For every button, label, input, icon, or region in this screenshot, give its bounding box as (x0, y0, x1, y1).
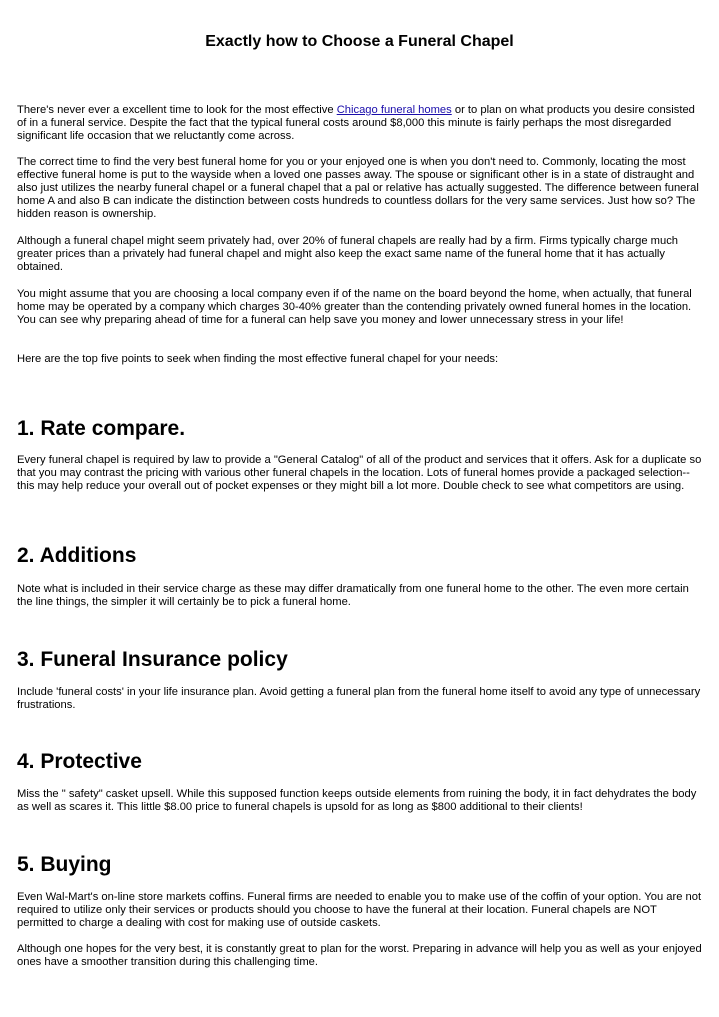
section-heading: 4. Protective (17, 750, 142, 773)
body-paragraph: Although a funeral chapel might seem privately had, over 20% of funeral chapels are really had by a firm. Firms typically charge much greater prices than a privately had funeral chapel and might also keep the exact same name of the funeral home that it has actually obtained. (17, 235, 679, 274)
page-title: Exactly how to Choose a Funeral Chapel (205, 33, 514, 50)
section-paragraph: Miss the " safety" casket upsell. While this supposed function keeps outside elements from ruining the body, it in fact dehydrates the body as well as scares it. This little $8.00 price to funeral chapels is upsold for as long as $800 additional to their clients! (17, 788, 697, 814)
body-paragraph: The correct time to find the very best funeral home for you or your enjoyed one is when you don't need to. Commonly, locating the most effective funeral home is put to the wayside when a loved one passes away. The spouse or significant other is in a state of distraught and also just utilizes the nearby funeral chapel or a funeral chapel that a pal or relative has actually suggested. The difference between funeral home A and also B can indicate the distinction between costs hundreds to countless dollars for the very same services. Just how so? The hidden reason is ownership. (17, 156, 699, 221)
section-paragraph: Include 'funeral costs' in your life insurance plan. Avoid getting a funeral plan from the funeral home itself to avoid any type of unnecessary frustrations. (17, 686, 701, 712)
section-paragraph: Note what is included in their service charge as these may differ dramatically from one funeral home to the other. The even more certain the line things, the simpler it will certainly be to pick a funeral home. (17, 583, 689, 609)
section-paragraph: Although one hopes for the very best, it is constantly great to plan for the worst. Preparing in advance will help you as well as your enjoyed ones have a smoother transition during this challenging time. (17, 943, 702, 969)
body-paragraph: Here are the top five points to seek when finding the most effective funeral chapel for your needs: (17, 353, 499, 365)
section-paragraph: Every funeral chapel is required by law to provide a "General Catalog" of all of the product and services that it offers. Ask for a duplicate so that you may contrast the pricing with various other funeral chapels in the location. Lots of funeral homes provide a packaged selection-- this may help reduce your overall out of pocket expenses or they might bill a lot more. Double check to see what competitors are using. (17, 454, 702, 493)
section-heading: 2. Additions (17, 544, 137, 567)
chicago-funeral-homes-link[interactable]: Chicago funeral homes (336, 104, 452, 116)
section-paragraph: Even Wal-Mart's on-line store markets coffins. Funeral firms are needed to enable you to make use of the coffin of your option. You are not required to utilize only their services or products should you choose to have the funeral at their location. Funeral chapels are NOT permitted to charge a dealing with cost for making use of outside caskets. (17, 891, 702, 930)
intro-text-before: There's never ever a excellent time to look for the most effective (17, 104, 337, 116)
section-heading: 3. Funeral Insurance policy (17, 648, 288, 671)
body-paragraph: You might assume that you are choosing a local company even if of the name on the board beyond the home, when actually, that funeral home may be operated by a company which charges 30-40% greater than the contending privately owned funeral homes in the location. You can see why preparing ahead of time for a funeral can help save you money and lower unnecessary stress in your life! (17, 288, 692, 327)
intro-paragraph (17, 104, 705, 143)
section-heading: 1. Rate compare. (17, 417, 186, 440)
section-heading: 5. Buying (17, 853, 112, 876)
intro-text-after: or to plan on what products you desire consisted of in a funeral service. Despite the fact that the typical funeral costs around $8,000 this minute is fairly perhaps the most disregarded significant life occasion that we reluctantly come across. (17, 104, 695, 143)
